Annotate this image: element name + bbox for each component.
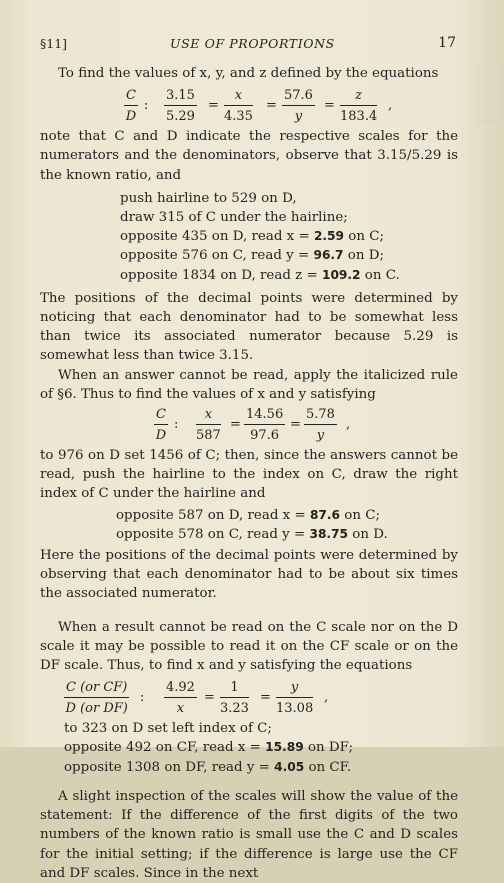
- eq1-fraction-known: $\frac{3.15}{5.29}$: [166, 88, 195, 125]
- running-header: [0, 34, 504, 52]
- running-title: USE OF PROPORTIONS: [170, 36, 335, 51]
- answer-value: 109.2: [321, 267, 361, 282]
- section-marker: §11]: [40, 36, 68, 51]
- paragraph-setting: to 976 on D set 1456 of C; then, since the answers cannot be read, push the hairline to the index on C, draw the right index of C under the hairline and: [40, 448, 458, 502]
- page-number: 17: [438, 35, 456, 51]
- eq2-fraction-x: $\frac{x}{587}$: [196, 407, 221, 444]
- equation-2: $\frac{C}{D}$ : $\frac{x}{587}$ = $\frac{14.56}{97.6}$ = $\frac{5.78}{y}$ ,: [155, 407, 351, 444]
- eq1-fraction-y: $\frac{57.6}{y}$: [284, 88, 313, 125]
- answer-value: 96.7: [313, 248, 344, 263]
- answer-value: 87.6: [309, 507, 341, 522]
- intro-paragraph: To find the values of x, y, and z defined by the equations: [58, 66, 439, 81]
- paragraph-gap: [40, 777, 458, 787]
- eq1-fraction-x: $\frac{x}{4.35}$: [224, 88, 253, 125]
- step-line: opposite 435 on D, read x = 2.59 on C;: [120, 229, 384, 245]
- eq3-fraction-y: $\frac{y}{13.08}$: [276, 680, 314, 717]
- step-line: push hairline to 529 on D,: [120, 190, 297, 206]
- steps-2: [116, 506, 458, 544]
- eq1-fraction-z: $\frac{z}{183.4}$: [340, 88, 378, 125]
- bleed-through-shadow: [464, 64, 504, 124]
- step-line: opposite 492 on CF, read x = 15.89 on DF;: [64, 740, 353, 756]
- step-line: opposite 578 on C, read y = 38.75 on D.: [116, 526, 388, 542]
- eq3-fraction-x: $\frac{4.92}{x}$: [166, 680, 195, 717]
- steps-1: [120, 189, 458, 285]
- paragraph-decimal-points: The positions of the decimal points were determined by noticing that each denominator had to be somewhat less than twice its associated numerator because 5.29 is somewhat less than twice 3.15.: [40, 290, 458, 364]
- answer-value: 4.05: [274, 759, 305, 774]
- paragraph-rule: When an answer cannot be read, apply the italicized rule of §6. Thus to find the values of x and y satisfying: [40, 367, 458, 402]
- eq2-fraction-y: $\frac{5.78}{y}$: [306, 407, 335, 444]
- paragraph-six-times: Here the positions of the decimal points were determined by observing that each denominator had to be about six times the associated numerator.: [40, 548, 458, 602]
- step-line: opposite 576 on C, read y = 96.7 on D;: [120, 248, 384, 264]
- paragraph-cf-df: When a result cannot be read on the C scale nor on the D scale it may be possible to read it on the CF scale or on the DF scale. Thus, to find x and y satisfying the equations: [40, 619, 458, 674]
- answer-value: 38.75: [309, 526, 349, 541]
- steps-3: [64, 719, 458, 777]
- eq2-fraction-known: $\frac{14.56}{97.6}$: [246, 407, 284, 444]
- step-line: to 323 on D set left index of C;: [64, 721, 272, 737]
- paragraph-note: note that C and D indicate the respective scales for the numerators and the denominators, observe that 3.15/5.29 is the known ratio, and: [40, 129, 458, 183]
- eq3-fraction-known: $\frac{1}{3.23}$: [220, 680, 249, 717]
- equation-1: $\frac{C}{D}$ : $\frac{3.15}{5.29}$ = $\frac{x}{4.35}$ = $\frac{57.6}{y}$ = $\frac{z}{183.4}$ ,: [125, 88, 393, 125]
- eq3-fraction-scales: $\frac{\text{C (or CF)}}{\text{D (or DF)}}$: [65, 680, 128, 717]
- step-line: draw 315 of C under the hairline;: [120, 210, 348, 226]
- step-line: opposite 1308 on DF, read y = 4.05 on CF.: [64, 759, 352, 775]
- answer-value: 15.89: [265, 740, 304, 755]
- paragraph-inspection: A slight inspection of the scales will show the value of the statement: If the difference of the first digits of the two numbers of the known ratio is small use the C and D scales for the initial setting; if the difference is large use the CF and DF scales. Since in the next: [40, 788, 458, 881]
- equation-3: $\frac{\text{C (or CF)}}{\text{D (or DF)}}$ : $\frac{4.92}{x}$ = $\frac{1}{3.23}$ = $\frac{y}{13.08}$ ,: [65, 680, 329, 717]
- page-body: [40, 64, 458, 883]
- eq1-fraction-scales: $\frac{C}{D}$: [125, 88, 137, 125]
- step-line: opposite 587 on D, read x = 87.6 on C;: [116, 507, 380, 523]
- step-line: opposite 1834 on D, read z = 109.2 on C.: [120, 267, 400, 283]
- paragraph-gap: [40, 604, 458, 618]
- eq2-fraction-scales: $\frac{C}{D}$: [155, 407, 167, 444]
- answer-value: 2.59: [313, 229, 345, 244]
